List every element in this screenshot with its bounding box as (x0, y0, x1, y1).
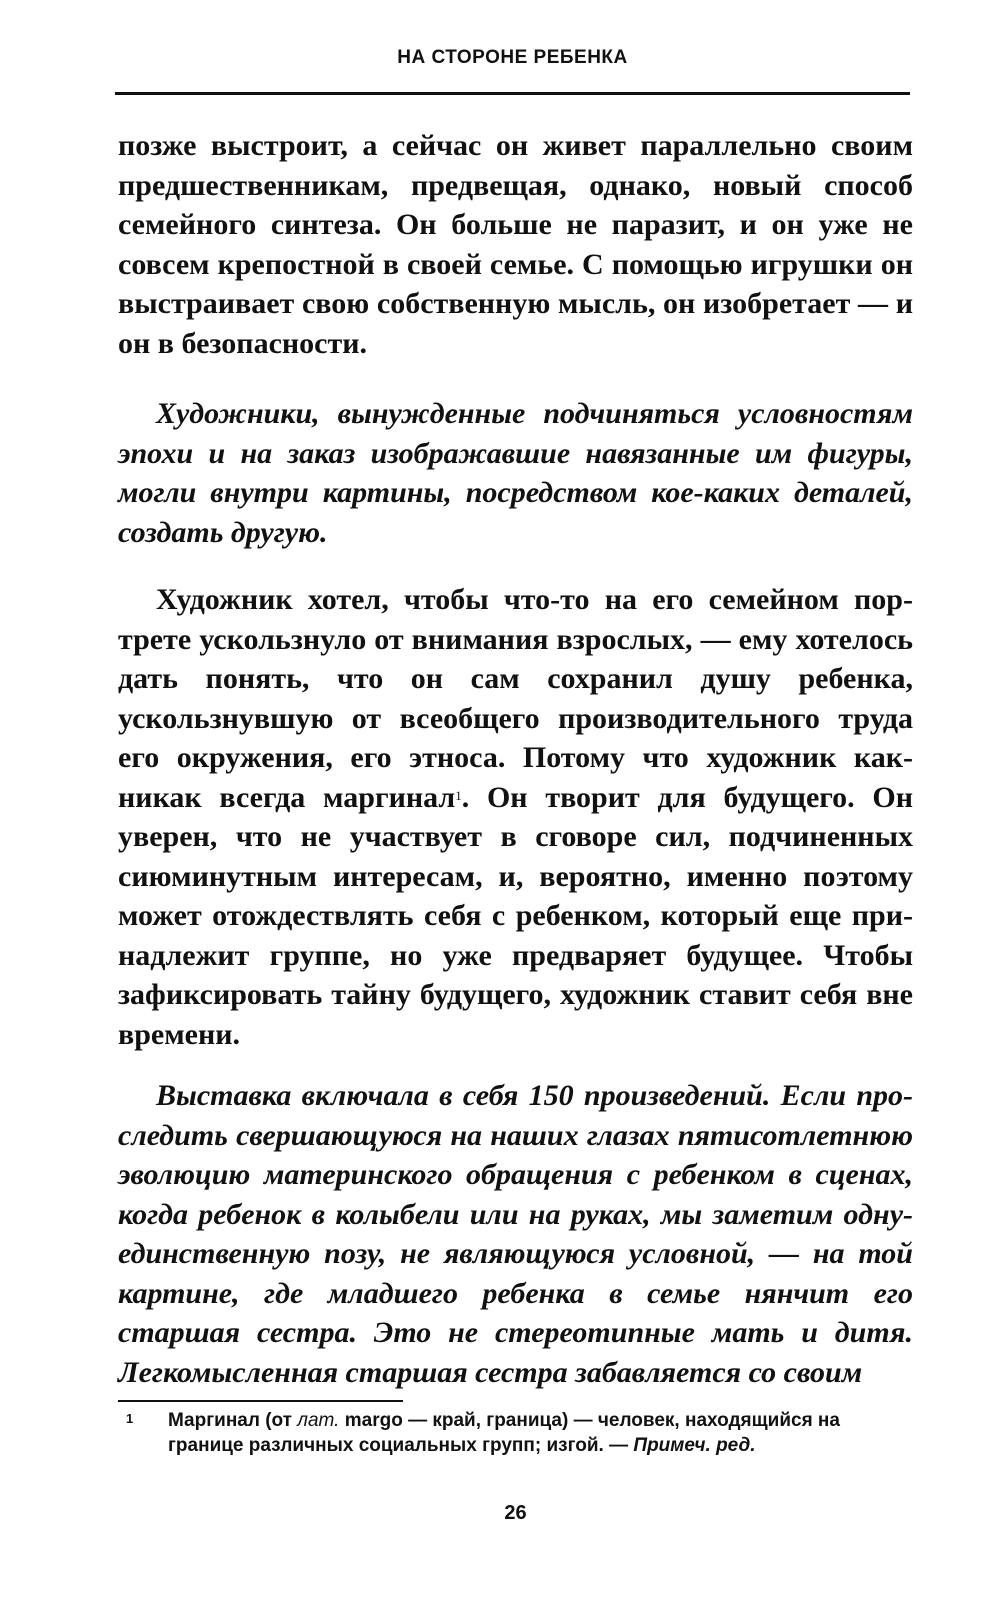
header-rule (115, 92, 910, 95)
footnote-text (168, 1408, 913, 1458)
main-paragraph (118, 580, 913, 1054)
footnote-text-start: Маргинал (от (168, 1410, 298, 1431)
running-title: НА СТОРОНЕ РЕБЕНКА (397, 47, 628, 68)
main-paragraph-text-end: . Он творит для будущего. Он уверен, что не участвует в сговоре сил, подчиненных сиюминутным интересам, и, вероятно, именно поэтому может отождествлять себя с ребенком, который еще принадлежит группе, но уже предваряет будущее. Чтобы зафиксировать тайну будущего, художник ставит себя вне времени. (118, 780, 913, 1051)
italic-quote-paragraph-2 (118, 1076, 913, 1392)
page-number: 26 (504, 1502, 527, 1524)
footnote-editor-note: Примеч. ред. (633, 1435, 756, 1456)
italic-quote-paragraph-1 (118, 394, 913, 552)
italic-quote-text-1: Художники, вынужденные подчиняться условностям эпохи и на заказ изображавшие навязанные им фигуры, могли внутри картины, посредством кое-каких деталей, создать другую. (118, 397, 913, 549)
footnote (118, 1408, 913, 1458)
footnote-text-middle: margo — край, граница) — человек, находящийся на границе различных социальных групп; изгой. — (168, 1410, 840, 1456)
main-paragraph-text-start: Художник хотел, чтобы что-то на его семейном портрете ускользнуло от внимания взрослых, — ему хотелось дать понять, что он сам сохранил душу ребенка, ускользнувшую от всеобщего производительного труда его окружения, его этноса. Потому что художник как-никак всегда маргинал (118, 583, 913, 814)
footnote-lang-abbrev: лат. (297, 1410, 340, 1431)
footnote-reference[interactable]: 1 (455, 787, 462, 803)
footnote-marker: 1 (126, 1411, 134, 1426)
footnote-rule (118, 1400, 403, 1402)
continuation-paragraph: позже выстроит, а сейчас он живет параллельно своим предшественникам, предвещая, однако, новый способ семейного синтеза. Он больше не паразит, и он уже не совсем крепостной в своей семье. С помощью игрушки он выстраивает свою собственную мысль, он изобретает — и он в безопасности. (118, 129, 913, 360)
italic-quote-text-2: Выставка включала в себя 150 произведений. Если проследить свершающуюся на наших глазах пятисотлетнюю эволюцию материнского обращения с ребенком в сценах, когда ребенок в колыбели или на руках, мы заметим одну-единственную позу, не являющуюся условной, — на той картине, где младшего ребенка в семье нянчит его старшая сестра. Это не стереотипные мать и дитя. Легкомысленная старшая сестра забавляется со своим (118, 1079, 913, 1389)
